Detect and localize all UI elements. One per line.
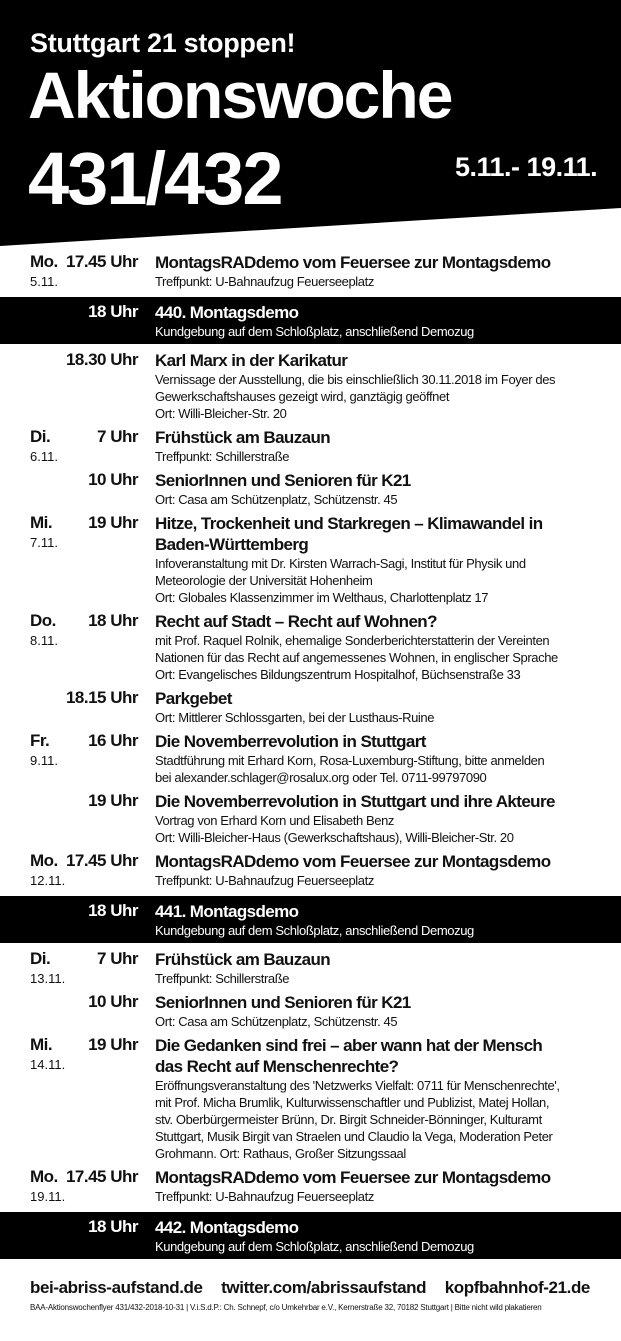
event-row [0, 947, 621, 990]
event-title: 442. Montagsdemo [155, 1218, 299, 1237]
event-detail: Treffpunkt: U-Bahnaufzug Feuerseeplatz [155, 274, 374, 289]
event-body [155, 731, 605, 786]
header-dates: 5.11.- 19.11. [455, 152, 598, 182]
event-title: Die Gedanken sind frei – aber wann hat der Mensch [155, 1036, 543, 1055]
event-body [155, 688, 605, 726]
event-detail: Treffpunkt: U-Bahnaufzug Feuerseeplatz [155, 1189, 374, 1204]
event-detail: Gewerkschaftshauses gezeigt wird, ganztägig geöffnet [155, 389, 450, 404]
event-day: Do. [30, 611, 56, 630]
event-time: 18.15 Uhr [65, 688, 138, 707]
event-row [0, 250, 621, 293]
event-day: Mo. [30, 252, 58, 271]
event-row [0, 849, 621, 892]
footer-link-kopfbahnhof[interactable]: kopfbahnhof-21.de [444, 1278, 590, 1297]
event-time: 19 Uhr [88, 791, 138, 810]
event-day: Mi. [30, 1035, 53, 1054]
event-list [0, 250, 621, 1263]
event-time: 18.30 Uhr [65, 350, 138, 369]
event-time: 7 Uhr [97, 949, 138, 968]
event-detail: Ort: Willi-Bleicher-Haus (Gewerkschaftshaus), Willi-Bleicher-Str. 20 [155, 830, 514, 845]
event-date: 12.11. [30, 873, 66, 888]
event-detail: Treffpunkt: Schillerstraße [155, 449, 290, 464]
event-detail: bei alexander.schlager@rosalux.org oder Tel. 0711-99797090 [155, 770, 487, 785]
event-detail: Infoveranstaltung mit Dr. Kirsten Warrach-Sagi, Institut für Physik und [155, 556, 526, 571]
event-time: 10 Uhr [88, 992, 138, 1011]
event-title: Baden-Württemberg [155, 535, 309, 554]
event-time: 10 Uhr [88, 470, 138, 489]
event-row [0, 990, 621, 1033]
event-title: Parkgebet [155, 689, 232, 708]
event-date: 6.11. [30, 449, 58, 464]
header-banner [0, 0, 621, 262]
event-detail: Treffpunkt: Schillerstraße [155, 971, 290, 986]
event-body [155, 427, 605, 465]
event-date: 13.11. [30, 971, 66, 986]
event-day: Mo. [30, 851, 58, 870]
event-time: 17.45 Uhr [65, 252, 138, 271]
event-row [0, 729, 621, 789]
event-body [155, 901, 605, 939]
event-body [155, 1035, 605, 1162]
event-time: 17.45 Uhr [65, 1167, 138, 1186]
footer-link-website[interactable]: bei-abriss-aufstand.de [30, 1278, 203, 1297]
event-day: Di. [30, 427, 51, 446]
event-detail: Kundgebung auf dem Schloßplatz, anschließend Demozug [155, 1239, 474, 1254]
event-title: MontagsRADdemo vom Feuersee zur Montagsdemo [155, 1168, 551, 1187]
event-body [155, 992, 605, 1030]
event-title: Frühstück am Bauzaun [155, 950, 331, 969]
event-title: SeniorInnen und Senioren für K21 [155, 471, 411, 490]
event-detail: Ort: Casa am Schützenplatz, Schützenstr. 45 [155, 492, 398, 507]
event-date: 5.11. [30, 274, 58, 289]
event-detail: Nationen für das Recht auf angemessenes Wohnen, in englischer Sprache [155, 650, 558, 665]
event-title: das Recht auf Menschenrechte? [155, 1057, 399, 1076]
event-time: 19 Uhr [88, 513, 138, 532]
event-detail: Eröffnungsveranstaltung des 'Netzwerks Vielfalt: 0711 für Menschenrechte', [155, 1078, 560, 1093]
event-body [155, 350, 605, 422]
event-detail: Stadtführung mit Erhard Korn, Rosa-Luxemburg-Stiftung, bitte anmelden [155, 753, 545, 768]
event-time: 18 Uhr [88, 302, 138, 321]
event-body [155, 252, 605, 290]
event-title: Recht auf Stadt – Recht auf Wohnen? [155, 612, 437, 631]
montagsdemo-row [0, 1212, 621, 1259]
event-body [155, 949, 605, 987]
event-time: 17.45 Uhr [65, 851, 138, 870]
event-detail: Stuttgart, Musik Birgit van Straelen und Claudio la Vega, Moderation Peter [155, 1129, 553, 1144]
event-detail: Kundgebung auf dem Schloßplatz, anschließend Demozug [155, 923, 474, 938]
event-detail: Ort: Globales Klassenzimmer im Welthaus, Charlottenplatz 17 [155, 590, 489, 605]
event-row [0, 425, 621, 468]
event-row [0, 789, 621, 849]
event-body [155, 851, 605, 889]
event-body [155, 513, 605, 606]
event-detail: Vortrag von Erhard Korn und Elisabeth Benz [155, 813, 395, 828]
event-body [155, 1167, 605, 1205]
event-title: 441. Montagsdemo [155, 902, 299, 921]
event-time: 18 Uhr [88, 1217, 138, 1236]
event-detail: Kundgebung auf dem Schloßplatz, anschließend Demozug [155, 324, 474, 339]
event-detail: mit Prof. Raquel Rolnik, ehemalige Sonderberichterstatterin der Vereinten [155, 633, 550, 648]
event-day: Fr. [30, 731, 50, 750]
event-date: 9.11. [30, 753, 58, 768]
montagsdemo-row [0, 297, 621, 344]
event-date: 7.11. [30, 535, 58, 550]
event-row [0, 1165, 621, 1208]
event-detail: stv. Oberbürgermeister Brünn, Dr. Birgit Schneider-Bönninger, Kulturamt [155, 1112, 542, 1127]
event-row [0, 468, 621, 511]
event-detail: Ort: Evangelisches Bildungszentrum Hospitalhof, Büchsenstraße 33 [155, 667, 521, 682]
footer-links [30, 1278, 590, 1298]
event-date: 14.11. [30, 1057, 66, 1072]
event-title: Frühstück am Bauzaun [155, 428, 331, 447]
event-time: 18 Uhr [88, 901, 138, 920]
event-title: Karl Marx in der Karikatur [155, 351, 348, 370]
event-detail: Grohmann. Ort: Rathaus, Großer Sitzungssaal [155, 1146, 406, 1161]
event-detail: Treffpunkt: U-Bahnaufzug Feuerseeplatz [155, 873, 374, 888]
montagsdemo-row [0, 896, 621, 943]
event-detail: Ort: Willi-Bleicher-Str. 20 [155, 406, 287, 421]
footer-link-twitter[interactable]: twitter.com/abrissaufstand [221, 1278, 427, 1297]
event-detail: Ort: Casa am Schützenplatz, Schützenstr. 45 [155, 1014, 398, 1029]
event-body [155, 470, 605, 508]
header-title: Aktionswoche [28, 58, 452, 132]
event-row [0, 348, 621, 425]
event-time: 16 Uhr [88, 731, 138, 750]
event-title: Die Novemberrevolution in Stuttgart und ihre Akteure [155, 792, 555, 811]
event-detail: Vernissage der Ausstellung, die bis einschließlich 30.11.2018 im Foyer des [155, 372, 556, 387]
event-day: Di. [30, 949, 51, 968]
event-body [155, 611, 605, 683]
event-title: Hitze, Trockenheit und Starkregen – Klimawandel in [155, 514, 543, 533]
header-number: 431/432 [28, 137, 282, 220]
event-row [0, 1033, 621, 1165]
event-body [155, 1217, 605, 1255]
event-time: 7 Uhr [97, 427, 138, 446]
event-body [155, 302, 605, 340]
header-subtitle: Stuttgart 21 stoppen! [30, 28, 296, 58]
footer-imprint: BAA-Aktionswochenflyer 431/432-2018-10-31 | V.i.S.d.P.: Ch. Schnepf, c/o Umkehrbar e.V., Kernerstraße 32, 70182 Stuttgart | Bitte nicht wild plakatieren [30, 1303, 542, 1312]
event-time: 19 Uhr [88, 1035, 138, 1054]
event-title: SeniorInnen und Senioren für K21 [155, 993, 411, 1012]
event-row [0, 686, 621, 729]
event-title: MontagsRADdemo vom Feuersee zur Montagsdemo [155, 253, 551, 272]
event-time: 18 Uhr [88, 611, 138, 630]
event-detail: mit Prof. Micha Brumlik, Kulturwissenschaftler und Publizist, Matej Hollan, [155, 1095, 550, 1110]
event-detail: Ort: Mittlerer Schlossgarten, bei der Lusthaus-Ruine [155, 710, 435, 725]
event-body [155, 791, 605, 846]
event-day: Mo. [30, 1167, 58, 1186]
event-day: Mi. [30, 513, 53, 532]
event-title: MontagsRADdemo vom Feuersee zur Montagsdemo [155, 852, 551, 871]
event-title: 440. Montagsdemo [155, 303, 299, 322]
event-date: 19.11. [30, 1189, 66, 1204]
event-title: Die Novemberrevolution in Stuttgart [155, 732, 426, 751]
event-row [0, 609, 621, 686]
event-date: 8.11. [30, 633, 58, 648]
event-detail: Meteorologie der Universität Hohenheim [155, 573, 373, 588]
event-row [0, 511, 621, 609]
